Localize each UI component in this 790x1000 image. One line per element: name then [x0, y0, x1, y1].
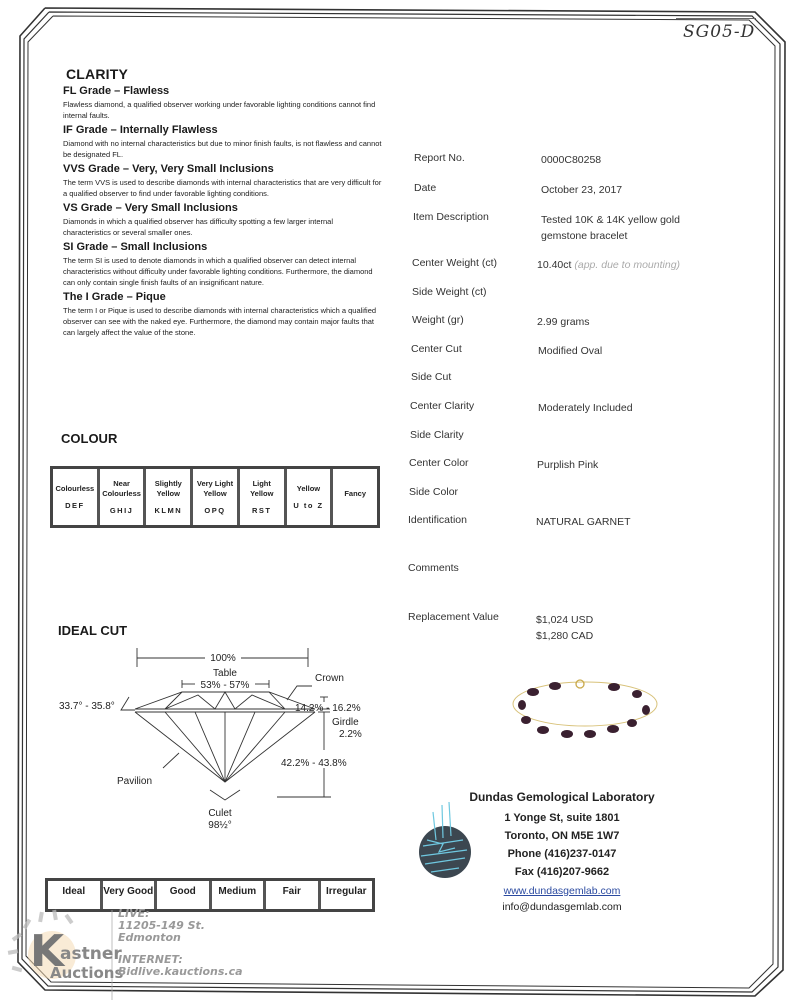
bracelet-photo	[500, 668, 670, 738]
grade-description: The term I or Pique is used to describe diamonds with internal characteristics which a qualified observer can see with the naked eye. Furthermore, the diamond may contain major faults that can largely affect the value of the stone.	[63, 306, 377, 337]
handwritten-reference: SG05-D	[683, 22, 756, 42]
table-range-label: 53% - 57%	[200, 680, 250, 691]
colour-grades: RST	[251, 506, 272, 515]
garnet-stone	[521, 716, 531, 724]
lab-contact-block	[462, 790, 662, 915]
field-value: NATURAL GARNET	[536, 516, 631, 528]
colour-name: Light Yellow	[250, 479, 274, 498]
crown-angle-label: 33.7° - 35.8°	[59, 701, 115, 712]
internet-url: Bidlive.kauctions.ca	[118, 965, 243, 978]
cut-grade-cell: Irregular	[325, 886, 367, 897]
clarity-grade	[63, 85, 383, 121]
field-value: 2.99 grams	[537, 316, 590, 328]
colour-cell	[240, 469, 287, 525]
pavilion-label: Pavilion	[117, 776, 153, 787]
colour-cell	[100, 469, 147, 525]
pavilion-facet	[165, 712, 225, 782]
garnet-stones	[518, 682, 650, 738]
colour-cell	[287, 469, 334, 525]
clarity-grade	[63, 124, 383, 160]
colour-cell	[146, 469, 193, 525]
culet-value-label: 98½°	[208, 820, 232, 831]
field-label: Center Weight (ct)	[412, 257, 497, 269]
grade-description: Diamonds in which a qualified observer has difficulty spotting a few larger internal characteristics or several smaller ones.	[63, 217, 334, 237]
grade-description: The term SI is used to denote diamonds in which a qualified observer can detect internal characteristics without difficulty under favorable lighting conditions. Furthermore, the diamond can only contain single finish faults of an insignificant nature.	[63, 256, 373, 287]
cut-grade-cell: Good	[157, 881, 212, 909]
field-label: Comments	[408, 562, 459, 574]
garnet-stone	[627, 719, 637, 727]
field-value-line2: $1,280 CAD	[536, 630, 594, 642]
lab-phone: Phone (416)237-0147	[507, 848, 617, 860]
girdle-value-label: 2.2%	[339, 729, 362, 740]
live-address2: Edmonton	[118, 931, 181, 944]
field-value: 0000C80258	[541, 154, 602, 166]
colour-name: Yellow	[296, 484, 321, 493]
field-value-group	[537, 257, 680, 273]
girdle-label: Girdle	[332, 717, 359, 728]
colour-name: Very Light Yellow	[196, 479, 234, 498]
brand-line1: astner	[60, 944, 122, 964]
grade-description: Diamond with no internal characteristics but due to minor finish faults, is not flawless and cannot be designated FL.	[63, 139, 382, 159]
culet-mark	[210, 790, 240, 800]
pavilion-depth-label: 42.2% - 43.8%	[281, 758, 347, 769]
field-note: (app. due to mounting)	[574, 259, 681, 271]
field-value: Modified Oval	[538, 345, 603, 357]
clarity-grade	[63, 163, 383, 199]
cut-grade-cell: Medium	[212, 881, 267, 909]
culet-label: Culet	[208, 808, 232, 819]
lab-address-line1: 1 Yonge St, suite 1801	[504, 812, 620, 824]
field-label: Center Clarity	[410, 400, 475, 412]
garnet-stone	[608, 683, 620, 691]
brand-line2: Auctions	[50, 964, 124, 982]
lab-email: info@dundasgemlab.com	[502, 901, 622, 913]
colour-name: Fancy	[344, 488, 367, 498]
handwritten-underline	[676, 18, 756, 19]
live-address1: 11205-149 St.	[118, 919, 205, 932]
width-label: 100%	[210, 653, 236, 664]
colour-grades: KLMN	[154, 506, 183, 515]
field-value-line2: gemstone bracelet	[541, 230, 628, 242]
internet-label: INTERNET:	[118, 953, 183, 966]
clarity-title: CLARITY	[66, 66, 129, 82]
colour-grades: DEF	[65, 501, 85, 510]
table-label: Table	[213, 668, 237, 679]
garnet-stone	[518, 700, 526, 710]
clarity-grade	[63, 291, 383, 338]
clarity-grade	[63, 202, 383, 238]
crown-label: Crown	[315, 673, 344, 684]
field-label: Center Cut	[411, 343, 462, 355]
garnet-stone	[642, 705, 650, 715]
colour-cell	[333, 469, 377, 525]
lab-address-line2: Toronto, ON M5E 1W7	[504, 830, 620, 842]
colour-cell	[193, 469, 240, 525]
colour-grades: U to Z	[293, 501, 324, 510]
colour-name: Colourless	[55, 484, 95, 493]
field-label: Side Color	[409, 486, 459, 498]
cut-grade-cell: Very Good	[103, 881, 158, 909]
field-label: Report No.	[414, 152, 465, 164]
colour-grades: OPQ	[204, 506, 226, 515]
field-label: Center Color	[409, 457, 469, 469]
grade-description: Flawless diamond, a qualified observer working under favorable lighting conditions cannot find internal faults.	[63, 100, 376, 120]
field-value: Purplish Pink	[537, 459, 599, 471]
crown-angle-mark	[121, 697, 135, 710]
field-label: Date	[414, 182, 437, 194]
field-value: $1,024 USD	[536, 614, 594, 626]
colour-title: COLOUR	[61, 431, 118, 446]
garnet-stone	[549, 682, 561, 690]
field-value: October 23, 2017	[541, 184, 623, 196]
grade-title: SI Grade – Small Inclusions	[63, 241, 208, 253]
colour-cell	[53, 469, 100, 525]
field-value: Tested 10K & 14K yellow gold	[541, 214, 680, 226]
grade-title: VS Grade – Very Small Inclusions	[63, 202, 238, 214]
grade-title: FL Grade – Flawless	[63, 85, 170, 97]
cut-grade-cell: Fair	[266, 881, 321, 909]
lab-website-link[interactable]: www.dundasgemlab.com	[503, 885, 621, 897]
grade-title: IF Grade – Internally Flawless	[63, 124, 218, 136]
lab-fax: Fax (416)207-9662	[514, 866, 610, 878]
garnet-stone	[561, 730, 573, 738]
colour-grades: GHIJ	[109, 506, 134, 515]
clarity-grade	[63, 241, 383, 288]
brand-k: K	[30, 926, 65, 977]
grade-description: The term VVS is used to describe diamonds with internal characteristics that are very difficult for a qualified observer to find under favorable lighting conditions.	[63, 178, 382, 198]
ideal-cut-title: IDEAL CUT	[58, 623, 128, 638]
live-label: LIVE:	[118, 907, 150, 920]
field-label: Side Weight (ct)	[412, 286, 487, 298]
auction-contact	[118, 908, 243, 978]
crown-outline	[135, 692, 315, 709]
bracelet-clasp	[576, 680, 584, 688]
field-label: Identification	[408, 514, 467, 526]
field-value: 10.40ct	[537, 259, 572, 271]
garnet-stone	[632, 690, 642, 698]
colour-name: Near Colourless	[102, 479, 141, 498]
field-label: Side Cut	[411, 371, 452, 383]
cut-grade-cell: Ideal	[48, 881, 103, 909]
lab-name: Dundas Gemological Laboratory	[469, 790, 655, 804]
diamond-proportions-diagram	[55, 640, 375, 840]
garnet-stone	[537, 726, 549, 734]
clarity-section	[63, 66, 383, 339]
field-label: Side Clarity	[410, 429, 464, 441]
garnet-stone	[527, 688, 539, 696]
crown-height-label: 14.2% - 16.2%	[295, 703, 361, 714]
colour-name: Slightly Yellow	[154, 479, 182, 498]
crown-arrow	[287, 686, 312, 700]
colour-scale-table	[50, 466, 380, 528]
field-value: Moderately Included	[538, 402, 633, 414]
field-label: Weight (gr)	[412, 314, 464, 326]
grade-title: VVS Grade – Very, Very Small Inclusions	[63, 163, 274, 175]
field-label: Item Description	[413, 211, 489, 223]
garnet-stone	[607, 725, 619, 733]
field-label: Replacement Value	[408, 611, 499, 623]
grade-title: The I Grade – Pique	[63, 291, 166, 303]
crown-facets	[165, 692, 285, 709]
pavilion-facet	[225, 712, 285, 782]
garnet-stone	[584, 730, 596, 738]
pavilion-arrow	[163, 753, 179, 768]
